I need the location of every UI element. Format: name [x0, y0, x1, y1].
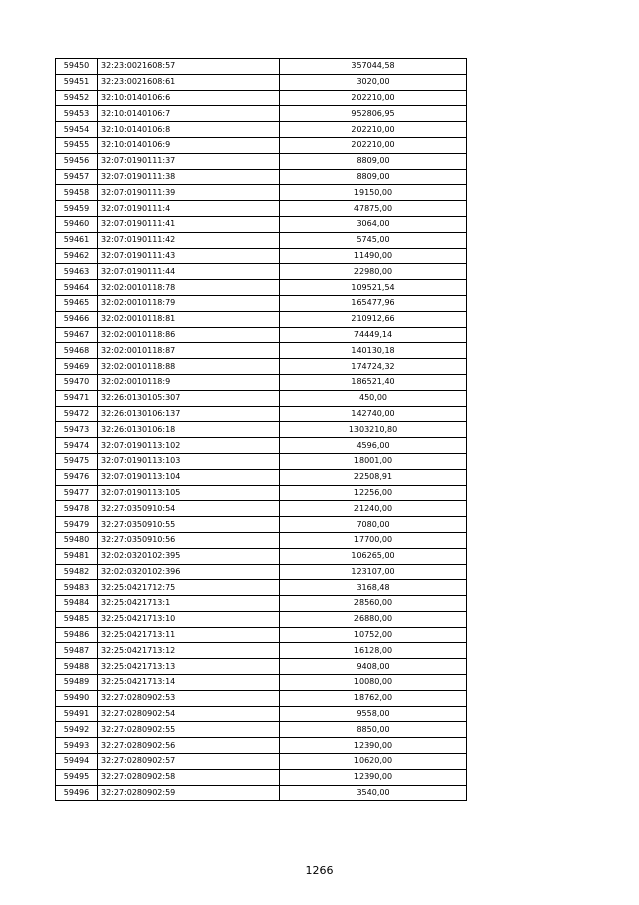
cadastral-value: 28560,00 [280, 596, 467, 612]
cadastral-number: 32:25:0421713:13 [98, 659, 280, 675]
row-number: 59492 [56, 722, 98, 738]
cadastral-value: 174724,32 [280, 359, 467, 375]
table-row [56, 406, 467, 422]
row-number: 59491 [56, 706, 98, 722]
row-number: 59490 [56, 690, 98, 706]
cadastral-value: 18001,00 [280, 453, 467, 469]
table-row [56, 659, 467, 675]
cadastral-number: 32:07:0190111:44 [98, 264, 280, 280]
table-row [56, 59, 467, 75]
cadastral-value: 140130,18 [280, 343, 467, 359]
row-number: 59450 [56, 59, 98, 75]
cadastral-value: 12390,00 [280, 769, 467, 785]
cadastral-number: 32:27:0280902:59 [98, 785, 280, 801]
cadastral-value: 165477,96 [280, 295, 467, 311]
table-row [56, 706, 467, 722]
cadastral-value: 202210,00 [280, 137, 467, 153]
row-number: 59465 [56, 295, 98, 311]
cadastral-value: 10080,00 [280, 675, 467, 691]
table-row [56, 422, 467, 438]
cadastral-number: 32:23:0021608:57 [98, 59, 280, 75]
row-number: 59485 [56, 611, 98, 627]
cadastral-value: 16128,00 [280, 643, 467, 659]
cadastral-value: 123107,00 [280, 564, 467, 580]
cadastral-number: 32:07:0190113:102 [98, 438, 280, 454]
cadastral-number: 32:10:0140106:8 [98, 122, 280, 138]
row-number: 59451 [56, 74, 98, 90]
table-row [56, 185, 467, 201]
row-number: 59493 [56, 738, 98, 754]
cadastral-number: 32:27:0280902:56 [98, 738, 280, 754]
cadastral-number: 32:02:0010118:81 [98, 311, 280, 327]
table-row [56, 627, 467, 643]
row-number: 59494 [56, 754, 98, 770]
cadastral-value: 106265,00 [280, 548, 467, 564]
cadastral-number: 32:26:0130105:307 [98, 390, 280, 406]
cadastral-number: 32:27:0280902:58 [98, 769, 280, 785]
table-row [56, 596, 467, 612]
row-number: 59467 [56, 327, 98, 343]
table-row [56, 201, 467, 217]
cadastral-value: 12256,00 [280, 485, 467, 501]
row-number: 59476 [56, 469, 98, 485]
cadastral-number: 32:27:0350910:54 [98, 501, 280, 517]
table-row [56, 327, 467, 343]
row-number: 59489 [56, 675, 98, 691]
cadastral-value: 210912,66 [280, 311, 467, 327]
cadastral-value: 18762,00 [280, 690, 467, 706]
table-row [56, 532, 467, 548]
row-number: 59457 [56, 169, 98, 185]
row-number: 59461 [56, 232, 98, 248]
row-number: 59472 [56, 406, 98, 422]
cadastral-value: 1303210,80 [280, 422, 467, 438]
cadastral-value: 3064,00 [280, 216, 467, 232]
cadastral-number: 32:07:0190111:4 [98, 201, 280, 217]
page-number: 1266 [305, 864, 334, 877]
cadastral-value: 3540,00 [280, 785, 467, 801]
cadastral-number: 32:07:0190111:37 [98, 153, 280, 169]
cadastral-number: 32:27:0350910:55 [98, 517, 280, 533]
row-number: 59470 [56, 374, 98, 390]
cadastral-value: 19150,00 [280, 185, 467, 201]
table-row [56, 390, 467, 406]
cadastral-number: 32:27:0350910:56 [98, 532, 280, 548]
table-row [56, 580, 467, 596]
cadastral-number: 32:07:0190111:38 [98, 169, 280, 185]
row-number: 59456 [56, 153, 98, 169]
row-number: 59483 [56, 580, 98, 596]
cadastral-value: 3168,48 [280, 580, 467, 596]
row-number: 59482 [56, 564, 98, 580]
cadastral-number: 32:10:0140106:9 [98, 137, 280, 153]
table-row [56, 722, 467, 738]
row-number: 59478 [56, 501, 98, 517]
cadastral-value: 4596,00 [280, 438, 467, 454]
cadastral-number: 32:02:0010118:88 [98, 359, 280, 375]
row-number: 59464 [56, 280, 98, 296]
row-number: 59452 [56, 90, 98, 106]
table-row [56, 311, 467, 327]
row-number: 59473 [56, 422, 98, 438]
cadastral-number: 32:02:0010118:86 [98, 327, 280, 343]
row-number: 59481 [56, 548, 98, 564]
cadastral-number: 32:25:0421713:12 [98, 643, 280, 659]
row-number: 59484 [56, 596, 98, 612]
row-number: 59477 [56, 485, 98, 501]
cadastral-number: 32:02:0010118:9 [98, 374, 280, 390]
table-row [56, 754, 467, 770]
cadastral-number: 32:02:0320102:395 [98, 548, 280, 564]
table-row [56, 216, 467, 232]
cadastral-number: 32:25:0421713:14 [98, 675, 280, 691]
table-row [56, 564, 467, 580]
table-row [56, 453, 467, 469]
table-row [56, 248, 467, 264]
cadastral-value: 74449,14 [280, 327, 467, 343]
cadastral-value: 9558,00 [280, 706, 467, 722]
cadastral-number: 32:02:0320102:396 [98, 564, 280, 580]
cadastral-value: 109521,54 [280, 280, 467, 296]
cadastral-value: 5745,00 [280, 232, 467, 248]
table-row [56, 359, 467, 375]
row-number: 59487 [56, 643, 98, 659]
table-row [56, 690, 467, 706]
cadastral-number: 32:26:0130106:137 [98, 406, 280, 422]
table-row [56, 485, 467, 501]
cadastral-value: 10752,00 [280, 627, 467, 643]
cadastral-number: 32:07:0190113:103 [98, 453, 280, 469]
table-row [56, 611, 467, 627]
cadastral-value: 22980,00 [280, 264, 467, 280]
table-row [56, 169, 467, 185]
table-row [56, 264, 467, 280]
cadastral-number: 32:02:0010118:87 [98, 343, 280, 359]
row-number: 59460 [56, 216, 98, 232]
cadastral-value: 450,00 [280, 390, 467, 406]
cadastral-value: 202210,00 [280, 122, 467, 138]
table-row [56, 643, 467, 659]
row-number: 59453 [56, 106, 98, 122]
cadastral-number: 32:07:0190113:105 [98, 485, 280, 501]
cadastral-value: 952806,95 [280, 106, 467, 122]
cadastral-number: 32:27:0280902:54 [98, 706, 280, 722]
cadastral-value: 26880,00 [280, 611, 467, 627]
table-row [56, 106, 467, 122]
table-row [56, 675, 467, 691]
cadastral-number: 32:02:0010118:79 [98, 295, 280, 311]
row-number: 59463 [56, 264, 98, 280]
cadastral-value: 9408,00 [280, 659, 467, 675]
table-row [56, 122, 467, 138]
cadastral-number: 32:10:0140106:7 [98, 106, 280, 122]
row-number: 59466 [56, 311, 98, 327]
cadastral-value: 22508,91 [280, 469, 467, 485]
table-row [56, 232, 467, 248]
cadastral-value: 12390,00 [280, 738, 467, 754]
table-row [56, 738, 467, 754]
row-number: 59479 [56, 517, 98, 533]
cadastral-number: 32:27:0280902:53 [98, 690, 280, 706]
cadastral-value: 8850,00 [280, 722, 467, 738]
table-row [56, 469, 467, 485]
table-row [56, 501, 467, 517]
cadastral-value: 10620,00 [280, 754, 467, 770]
row-number: 59471 [56, 390, 98, 406]
table-row [56, 295, 467, 311]
cadastral-number: 32:07:0190111:41 [98, 216, 280, 232]
row-number: 59496 [56, 785, 98, 801]
table-row [56, 438, 467, 454]
cadastral-value: 8809,00 [280, 153, 467, 169]
row-number: 59488 [56, 659, 98, 675]
row-number: 59474 [56, 438, 98, 454]
cadastral-number: 32:25:0421713:11 [98, 627, 280, 643]
cadastral-value: 3020,00 [280, 74, 467, 90]
cadastral-value: 8809,00 [280, 169, 467, 185]
cadastral-value: 21240,00 [280, 501, 467, 517]
cadastral-value: 11490,00 [280, 248, 467, 264]
cadastral-value: 47875,00 [280, 201, 467, 217]
row-number: 59475 [56, 453, 98, 469]
row-number: 59486 [56, 627, 98, 643]
table-row [56, 785, 467, 801]
cadastral-value: 17700,00 [280, 532, 467, 548]
cadastral-number: 32:07:0190111:39 [98, 185, 280, 201]
register-table-body [56, 59, 467, 801]
register-table [55, 58, 467, 801]
row-number: 59454 [56, 122, 98, 138]
row-number: 59480 [56, 532, 98, 548]
cadastral-number: 32:25:0421712:75 [98, 580, 280, 596]
table-row [56, 769, 467, 785]
table-row [56, 548, 467, 564]
table-row [56, 153, 467, 169]
cadastral-value: 357044,58 [280, 59, 467, 75]
table-row [56, 517, 467, 533]
cadastral-number: 32:07:0190111:43 [98, 248, 280, 264]
cadastral-number: 32:07:0190113:104 [98, 469, 280, 485]
cadastral-value: 7080,00 [280, 517, 467, 533]
cadastral-value: 202210,00 [280, 90, 467, 106]
row-number: 59458 [56, 185, 98, 201]
table-row [56, 137, 467, 153]
cadastral-value: 186521,40 [280, 374, 467, 390]
cadastral-number: 32:25:0421713:1 [98, 596, 280, 612]
cadastral-value: 142740,00 [280, 406, 467, 422]
cadastral-number: 32:27:0280902:57 [98, 754, 280, 770]
cadastral-number: 32:25:0421713:10 [98, 611, 280, 627]
table-row [56, 74, 467, 90]
row-number: 59469 [56, 359, 98, 375]
row-number: 59462 [56, 248, 98, 264]
row-number: 59468 [56, 343, 98, 359]
cadastral-number: 32:10:0140106:6 [98, 90, 280, 106]
row-number: 59459 [56, 201, 98, 217]
row-number: 59455 [56, 137, 98, 153]
row-number: 59495 [56, 769, 98, 785]
cadastral-number: 32:02:0010118:78 [98, 280, 280, 296]
table-row [56, 374, 467, 390]
table-row [56, 343, 467, 359]
table-row [56, 280, 467, 296]
cadastral-number: 32:27:0280902:55 [98, 722, 280, 738]
cadastral-number: 32:26:0130106:18 [98, 422, 280, 438]
table-row [56, 90, 467, 106]
cadastral-number: 32:23:0021608:61 [98, 74, 280, 90]
cadastral-number: 32:07:0190111:42 [98, 232, 280, 248]
